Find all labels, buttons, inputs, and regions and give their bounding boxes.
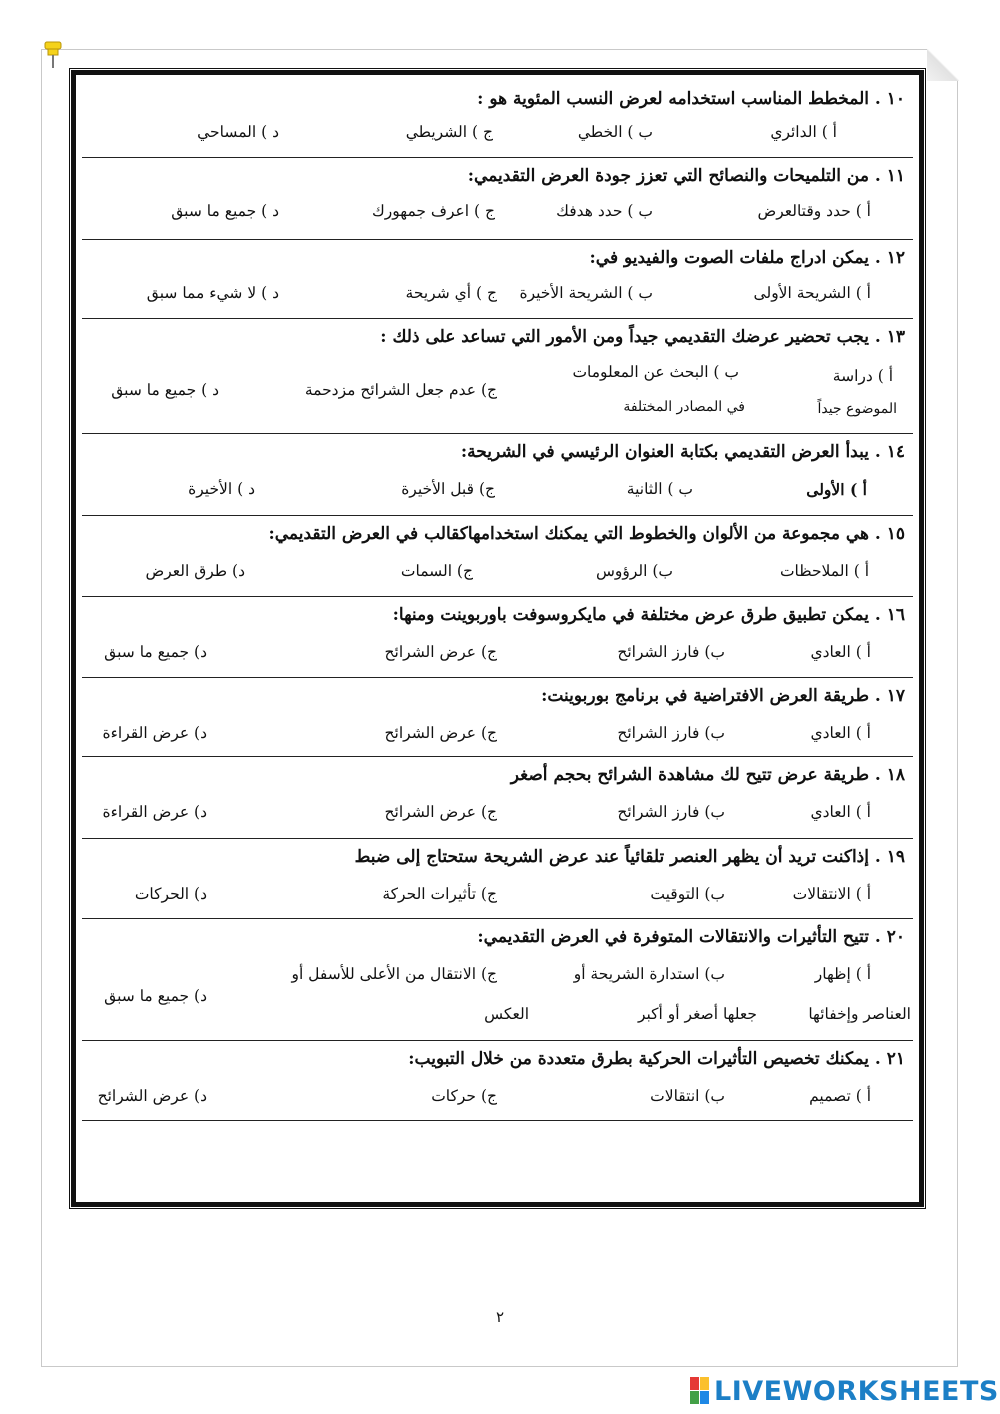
option-d[interactable]: د ) المساحي	[197, 123, 279, 141]
question-21	[82, 1041, 913, 1121]
question-text: ١٣ . يجب تحضير عرضك التقديمي جيداً ومن الأمور التي تساعد على ذلك :	[380, 327, 905, 347]
question-text: ١٧ . طريقة العرض الافتراضية في برنامج بوربوينت:	[541, 686, 905, 706]
option-b-continued: جعلها أصغر أو أكبر	[637, 1005, 757, 1023]
option-d[interactable]: د) عرض الشرائح	[97, 1087, 207, 1105]
option-a[interactable]: أ ) تصميم	[809, 1087, 871, 1105]
pushpin-icon	[42, 38, 64, 70]
option-b[interactable]: ب) فارز الشرائح	[617, 643, 725, 661]
question-text: ١١ . من التلميحات والنصائح التي تعزز جودة العرض التقديمي:	[467, 166, 905, 186]
option-d[interactable]: د) طرق العرض	[145, 562, 245, 580]
question-10	[82, 81, 913, 158]
option-c[interactable]: ج) قبل الأخيرة	[401, 480, 495, 498]
question-text: ١٠ . المخطط المناسب استخدامه لعرض النسب المئوية هو :	[477, 89, 905, 109]
option-b[interactable]: ب) التوقيت	[650, 885, 725, 903]
option-c[interactable]: ج) السمات	[400, 562, 473, 580]
option-d[interactable]: د ) لا شيء مما سبق	[146, 284, 279, 302]
option-b-continued: في المصادر المختلفة	[623, 399, 745, 415]
option-d[interactable]: د ) جميع ما سبق	[111, 381, 219, 399]
question-16	[82, 597, 913, 678]
page-number: ٢	[495, 1308, 505, 1326]
question-15	[82, 516, 913, 597]
option-a[interactable]: أ ) الشريحة الأولى	[753, 284, 871, 302]
option-a[interactable]: أ ) دراسة	[832, 367, 893, 385]
option-a[interactable]: أ ) إظهار	[814, 965, 871, 983]
option-b[interactable]: ب) فارز الشرائح	[617, 803, 725, 821]
question-text: ١٩ . إذاكنت تريد أن يظهر العنصر تلقائياً عند عرض الشريحة ستحتاج إلى ضبط	[354, 847, 905, 867]
option-a-continued: الموضوع جيداً	[817, 401, 897, 417]
question-text: ١٤ . يبدأ العرض التقديمي بكتابة العنوان الرئيسي في الشريحة:	[460, 442, 905, 462]
question-12	[82, 240, 913, 319]
question-text: ٢١ . يمكنك تخصيص التأثيرات الحركية بطرق متعددة من خلال التبويب:	[408, 1049, 905, 1069]
question-11	[82, 158, 913, 240]
option-d[interactable]: د) عرض القراءة	[102, 803, 207, 821]
option-b[interactable]: ب ) الثانية	[626, 480, 693, 498]
option-d[interactable]: د) جميع ما سبق	[104, 643, 207, 661]
option-d[interactable]: د ) جميع ما سبق	[171, 202, 279, 220]
questions-frame	[71, 70, 924, 1207]
option-c[interactable]: ج) حركات	[431, 1087, 497, 1105]
option-a-continued: العناصر وإخفائها	[808, 1005, 911, 1023]
option-a[interactable]: أ ) الدائري	[770, 123, 837, 141]
option-c-continued: العكس	[484, 1005, 529, 1023]
option-a[interactable]: أ ) الملاحظات	[779, 562, 869, 580]
option-b[interactable]: ب) انتقالات	[650, 1087, 725, 1105]
option-c[interactable]: ج ) الشريطي	[405, 123, 493, 141]
question-17	[82, 678, 913, 757]
question-text: ٢٠ . تتيح التأثيرات والانتقالات المتوفرة في العرض التقديمي:	[477, 927, 905, 947]
option-b[interactable]: ب ) البحث عن المعلومات	[572, 363, 739, 381]
liveworksheets-logo	[690, 1376, 999, 1406]
option-a[interactable]: أ ) العادي	[810, 803, 871, 821]
option-d[interactable]: د) جميع ما سبق	[104, 987, 207, 1005]
question-18	[82, 757, 913, 839]
option-c[interactable]: ج) عرض الشرائح	[384, 724, 497, 742]
option-c[interactable]: ج) الانتقال من الأعلى للأسفل أو	[291, 965, 497, 983]
question-text: ١٢ . يمكن ادراج ملفات الصوت والفيديو في:	[589, 248, 905, 268]
option-c[interactable]: ج) عدم جعل الشرائح مزدحمة	[304, 381, 497, 399]
question-19	[82, 839, 913, 919]
question-text: ١٥ . هي مجموعة من الألوان والخطوط التي يمكنك استخدامهاكقالب في العرض التقديمي:	[268, 524, 905, 544]
question-13	[82, 319, 913, 434]
brand-name: LIVEWORKSHEETS	[714, 1375, 999, 1407]
option-a[interactable]: أ ) الأولى	[806, 480, 867, 499]
page-curl	[927, 49, 959, 81]
option-d[interactable]: د) عرض القراءة	[102, 724, 207, 742]
option-c[interactable]: ج) تأثيرات الحركة	[382, 885, 497, 903]
question-text: ١٨ . طريقة عرض تتيح لك مشاهدة الشرائح بحجم أصغر	[510, 765, 905, 785]
option-d[interactable]: د) الحركات	[134, 885, 207, 903]
question-14	[82, 434, 913, 516]
option-c[interactable]: ج ) أي شريحة	[405, 284, 497, 302]
option-b[interactable]: ب) فارز الشرائح	[617, 724, 725, 742]
option-b[interactable]: ب ) الشريحة الأخيرة	[519, 284, 653, 302]
option-c[interactable]: ج ) اعرف جمهورك	[372, 202, 495, 220]
lws-logo-icon	[690, 1377, 710, 1405]
question-20	[82, 919, 913, 1041]
option-c[interactable]: ج) عرض الشرائح	[384, 803, 497, 821]
option-a[interactable]: أ ) العادي	[810, 724, 871, 742]
option-a[interactable]: أ ) حدد وقتالعرض	[757, 202, 871, 220]
option-b[interactable]: ب ) حدد هدفك	[556, 202, 653, 220]
option-a[interactable]: أ ) العادي	[810, 643, 871, 661]
option-b[interactable]: ب ) الخطي	[577, 123, 653, 141]
question-text: ١٦ . يمكن تطبيق طرق عرض مختلفة في مايكروسوفت باوربوينت ومنها:	[392, 605, 905, 625]
option-b[interactable]: ب) استدارة الشريحة أو	[573, 965, 725, 983]
option-a[interactable]: أ ) الانتقالات	[792, 885, 871, 903]
option-b[interactable]: ب) الرؤوس	[595, 562, 673, 580]
option-c[interactable]: ج) عرض الشرائح	[384, 643, 497, 661]
option-d[interactable]: د ) الأخيرة	[188, 480, 255, 498]
